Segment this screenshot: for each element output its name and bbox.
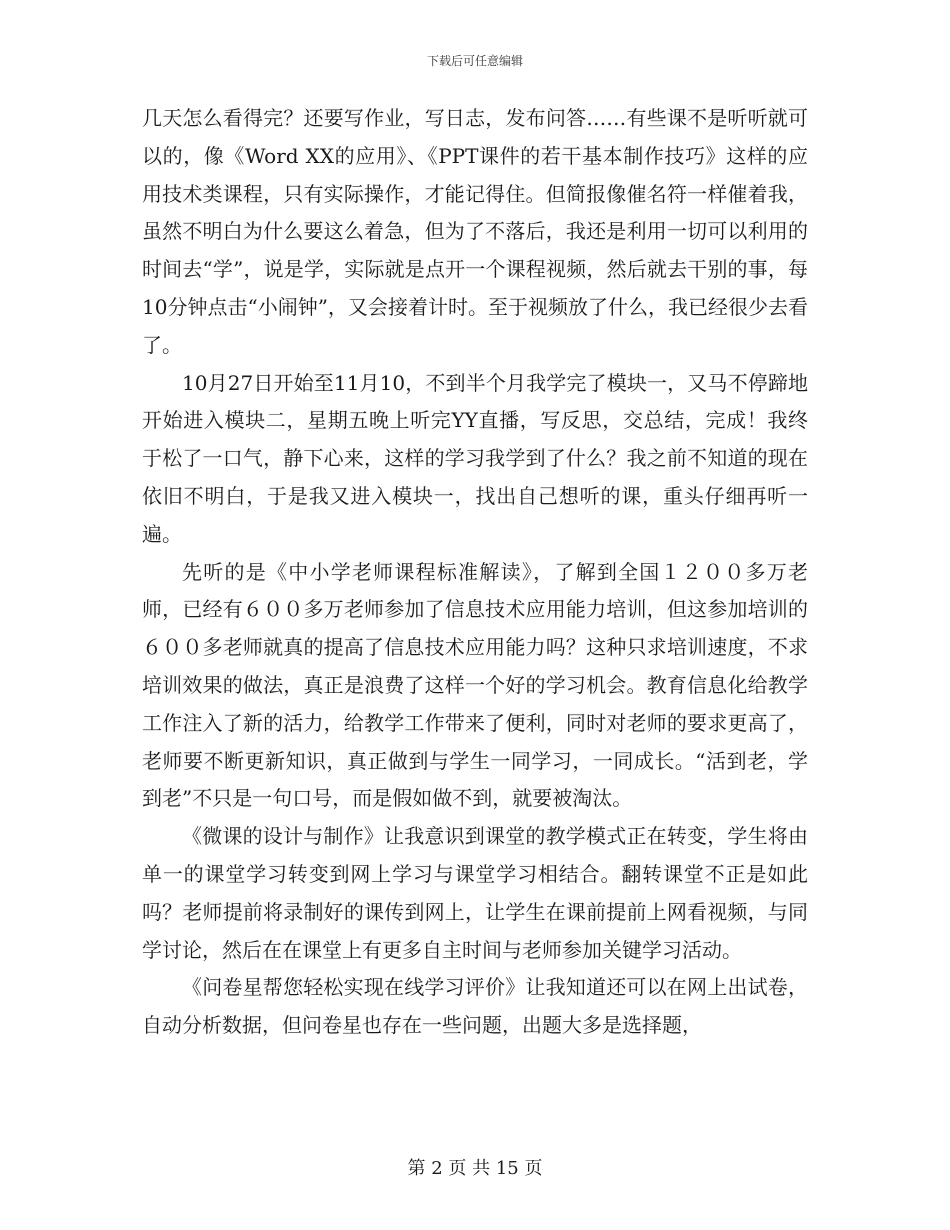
document-body	[142, 100, 808, 1045]
page-footer: 第 2 页 共 15 页	[407, 1158, 543, 1179]
page-header: 下载后可任意编辑	[426, 54, 523, 68]
paragraph-1: 几天怎么看得完？还要写作业，写日志，发布问答……有些课不是听听就可以的，像《Word XX的应用》、《PPT课件的若干基本制作技巧》这样的应用技术类课程，只有实际操作，才能记得住。但简报像催名符一样催着我，虽然不明白为什么要这么着急，但为了不落后，我还是利用一切可以利用的时间去“学”，说是学，实际就是点开一个课程视频，然后就去干别的事，每10分钟点击“小闹钟”，又会接着计时。至于视频放了什么，我已经很少去看了。	[142, 106, 808, 357]
paragraph-5: 《问卷星帮您轻松实现在线学习评价》让我知道还可以在网上出试卷，自动分析数据，但问卷星也存在一些问题，出题大多是选择题，	[142, 975, 808, 1038]
paragraph-3: 先听的是《中小学老师课程标准解读》，了解到全国１２００多万老师，已经有６００多万老师参加了信息技术应用能力培训，但这参加培训的６００多老师就真的提高了信息技术应用能力吗？这种只求培训速度，不求培训效果的做法，真正是浪费了这样一个好的学习机会。教育信息化给教学工作注入了新的活力，给教学工作带来了便利，同时对老师的要求更高了，老师要不断更新知识，真正做到与学生一同学习，一同成长。“活到老，学到老”不只是一句口号，而是假如做不到，就要被淘汰。	[142, 559, 808, 811]
paragraph-2: 10月27日开始至11月10，不到半个月我学完了模块一，又马不停蹄地开始进入模块二，星期五晚上听完YY直播，写反思，交总结，完成！我终于松了一口气，静下心来，这样的学习我学到了什么？我之前不知道的现在依旧不明白，于是我又进入模块一，找出自己想听的课，重头仔细再听一遍。	[142, 370, 808, 546]
paragraph-4: 《微课的设计与制作》让我意识到课堂的教学模式正在转变，学生将由单一的课堂学习转变到网上学习与课堂学习相结合。翻转课堂不正是如此吗？老师提前将录制好的课传到网上，让学生在课前提前上网看视频，与同学讨论，然后在在课堂上有更多自主时间与老师参加关键学习活动。	[142, 824, 808, 962]
